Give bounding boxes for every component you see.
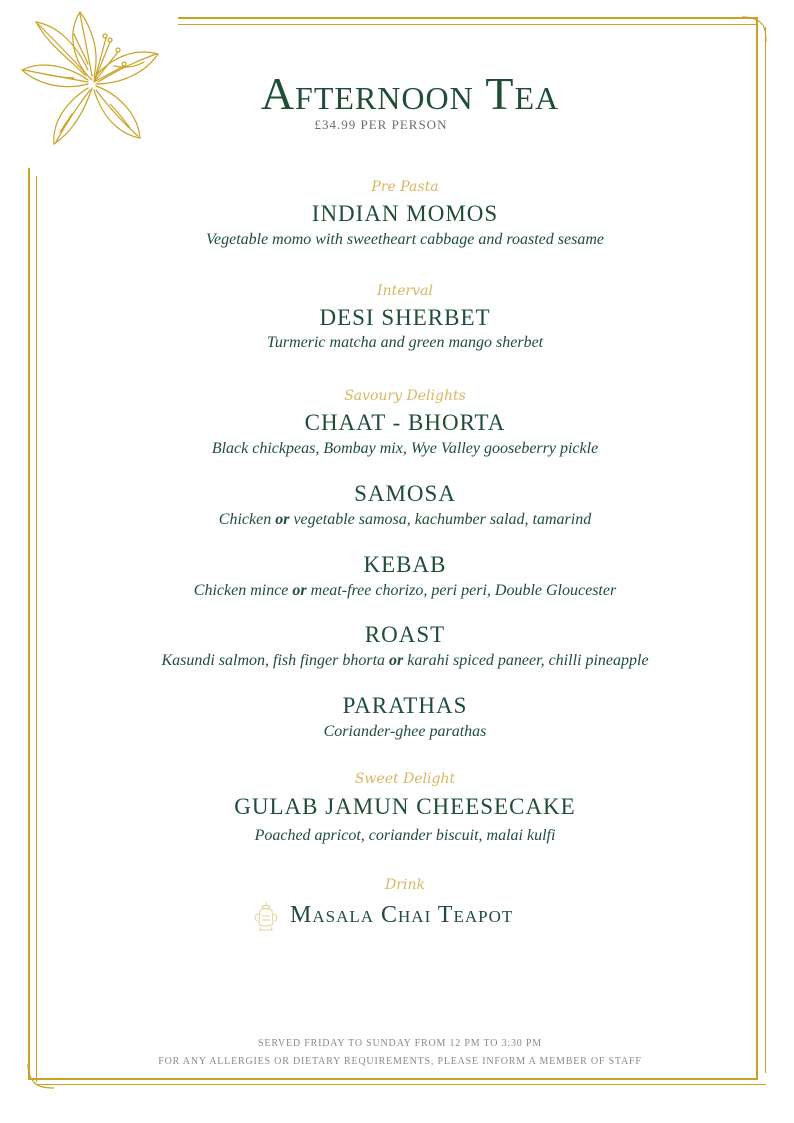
- service-hours: SERVED FRIDAY TO SUNDAY FROM 12 PM TO 3:30 PM: [258, 1038, 542, 1049]
- lily-flower-icon: [14, 4, 164, 156]
- frame-corner-ornament: [740, 14, 772, 46]
- dish-description: Vegetable momo with sweetheart cabbage and roasted sesame: [205, 231, 604, 248]
- frame-corner-ornament: [24, 1062, 56, 1094]
- dish-name: DESI SHERBET: [319, 305, 491, 330]
- page-title: Afternoon Tea: [260, 68, 560, 119]
- dish-description: Coriander-ghee parathas: [323, 723, 487, 740]
- teapot-icon: [253, 899, 279, 933]
- dish-name: SAMOSA: [354, 481, 456, 506]
- dish-name: Masala Chai Teapot: [290, 902, 514, 928]
- section-heading: Pre Pasta: [371, 179, 439, 195]
- dish-description: Black chickpeas, Bombay mix, Wye Valley gooseberry pickle: [211, 440, 599, 457]
- dish-name: KEBAB: [363, 552, 447, 577]
- dish-name: GULAB JAMUN CHEESECAKE: [234, 794, 576, 819]
- section-heading: Drink: [385, 877, 425, 893]
- dish-description: Turmeric matcha and green mango sherbet: [266, 334, 544, 351]
- dish-description: Kasundi salmon, fish finger bhorta or karahi spiced paneer, chilli pineapple: [161, 652, 649, 669]
- dish-description: Chicken mince or meat-free chorizo, peri peri, Double Gloucester: [193, 582, 617, 599]
- dish-name: CHAAT - BHORTA: [304, 410, 506, 435]
- section-heading: Savoury Delights: [344, 388, 466, 404]
- dish-name: PARATHAS: [342, 693, 468, 718]
- dish-name: INDIAN MOMOS: [311, 201, 499, 226]
- section-heading: Interval: [377, 283, 433, 299]
- price-per-person: £34.99 PER PERSON: [314, 117, 448, 132]
- allergy-notice: FOR ANY ALLERGIES OR DIETARY REQUIREMENTS, PLEASE INFORM A MEMBER OF STAFF: [158, 1056, 642, 1067]
- section-heading: Sweet Delight: [354, 771, 456, 787]
- dish-description: Poached apricot, coriander biscuit, malai kulfi: [254, 827, 556, 844]
- dish-description: Chicken or vegetable samosa, kachumber salad, tamarind: [218, 511, 592, 528]
- dish-name: ROAST: [364, 622, 446, 647]
